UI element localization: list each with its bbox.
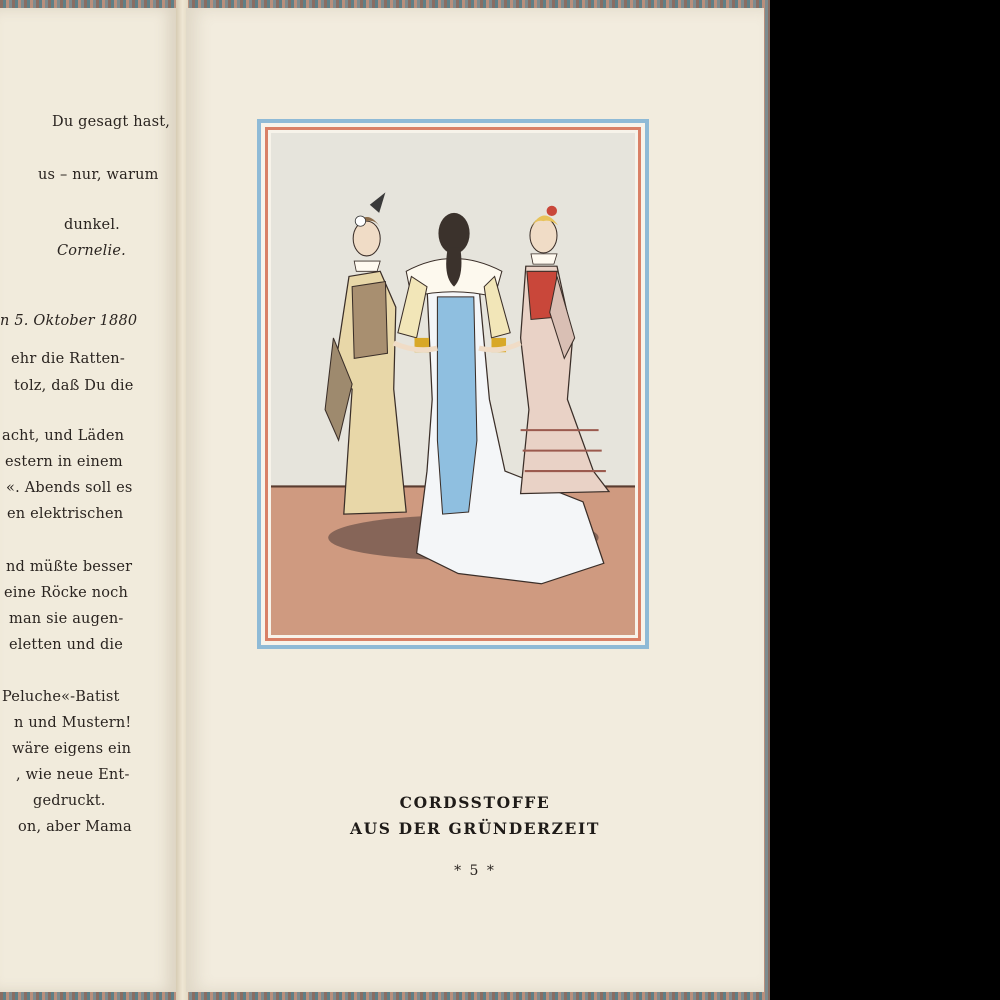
text-line: eine Röcke noch	[4, 585, 129, 601]
text-line: Du gesagt hast,	[52, 114, 171, 130]
text-line: en elektrischen	[7, 506, 124, 522]
page-number: * 5 *	[454, 863, 496, 879]
text-line: , wie neue Ent-	[16, 767, 130, 783]
text-line: acht, und Läden	[2, 428, 125, 444]
caption-title: CORDSSTOFFE	[399, 793, 551, 812]
text-line: nd müßte besser	[6, 559, 133, 575]
text-line: gedruckt.	[33, 793, 106, 809]
left-page	[0, 8, 178, 992]
text-line: estern in einem	[5, 454, 123, 470]
text-line: n und Mustern!	[14, 715, 132, 731]
fashion-illustration	[271, 133, 635, 635]
illustration-inner-frame	[265, 127, 641, 641]
text-line: tolz, daß Du die	[14, 378, 134, 394]
three-ladies-illustration	[271, 133, 635, 635]
left-page-text	[0, 8, 178, 992]
illustration-frame	[257, 119, 649, 649]
signature-line: Cornelie.	[57, 243, 126, 259]
date-line: n 5. Oktober 1880	[0, 313, 138, 329]
right-page	[186, 8, 764, 992]
text-line: man sie augen-	[9, 611, 124, 627]
text-line: eletten und die	[9, 637, 124, 653]
text-line: on, aber Mama	[18, 819, 132, 835]
text-line: us – nur, warum	[38, 167, 159, 183]
text-line: wäre eigens ein	[12, 741, 132, 757]
scan-background	[770, 0, 1000, 1000]
text-line: ehr die Ratten-	[11, 351, 125, 367]
text-line: Peluche«-Batist	[2, 689, 120, 705]
text-line: dunkel.	[64, 217, 120, 233]
text-line: «. Abends soll es	[6, 480, 133, 496]
caption-subtitle: AUS DER GRÜNDERZEIT	[350, 819, 600, 838]
